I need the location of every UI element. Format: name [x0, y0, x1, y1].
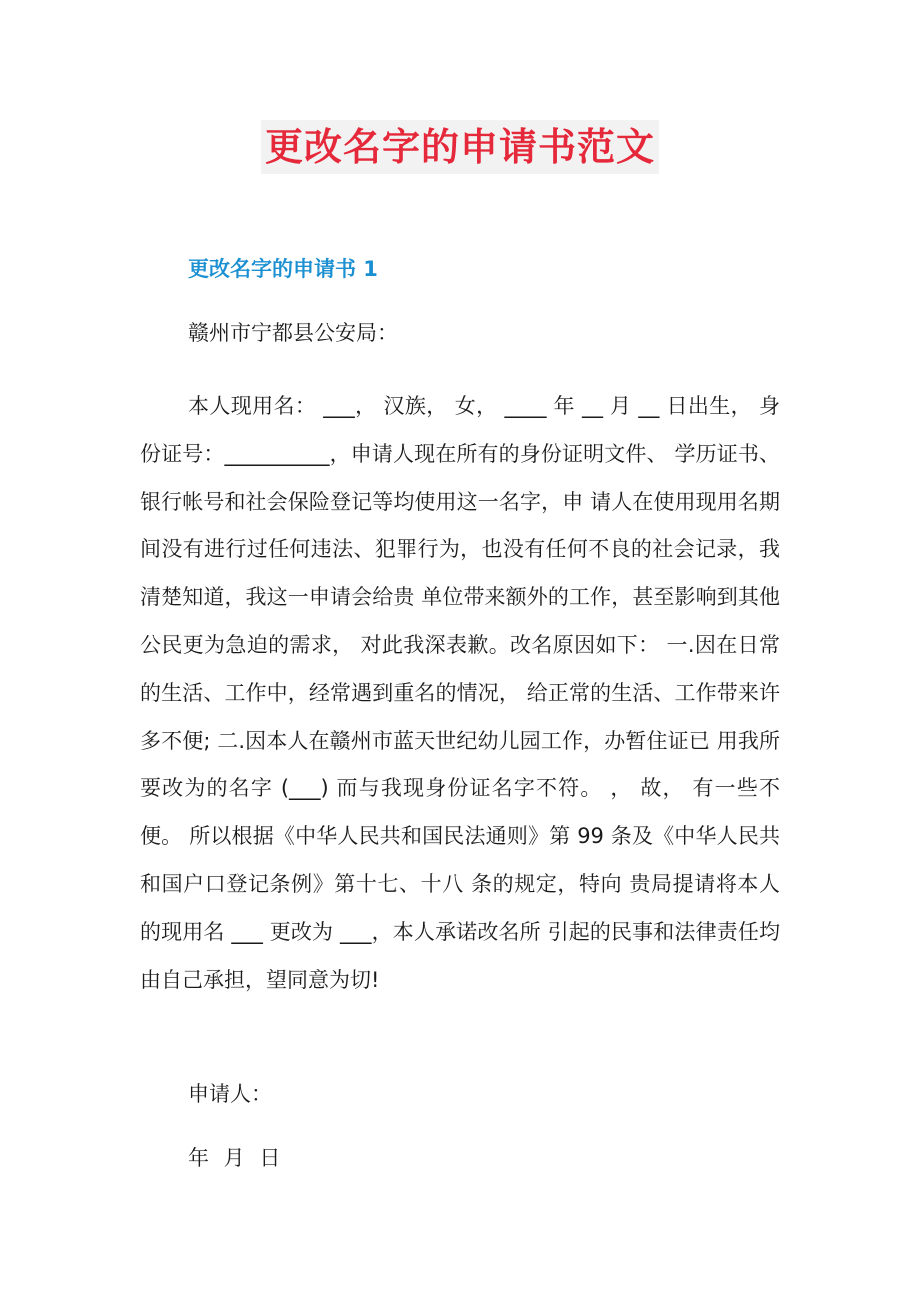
section-heading: 更改名字的申请书 1: [188, 257, 378, 281]
page-title: 更改名字的申请书范文: [261, 120, 659, 174]
applicant-label: 申请人：: [188, 1082, 272, 1106]
title-wrapper: [0, 120, 920, 174]
addressee: 赣州市宁都县公安局：: [188, 321, 398, 345]
body-paragraph: 本人现用名： ___， 汉族， 女， ____ 年 __ 月 __ 日出生， 身份证号：__________，申请人现在所有的身份证明文件、 学历证书、银行帐号和社会保险登记等均使用这一名字，申 请人在使用现用名期间没有进行过任何违法、犯罪行为，也没有任何不良的社会记录，我清楚知道，我这一申请会给贵 单位带来额外的工作，甚至影响到其他公民更为急迫的需求， 对此我深表歉。改名原因如下： 一.因在日常的生活、工作中，经常遇到重名的情况， 给正常的生活、工作带来许多不便; 二.因本人在赣州市蓝天世纪幼儿园工作，办暂住证已 用我所要改为的名字 (___) 而与我现身份证名字不符。 ， 故， 有一些不便。 所以根据《中华人民共和国民法通则》第 99 条及《中华人民共和国户口登记条例》第十七、十八 条的规定，特向 贵局提请将本人的现用名 ___ 更改为 ___，本人承诺改名所 引起的民事和法律责任均由自己承担，望同意为切!: [140, 394, 780, 992]
date-label: 年 月 日: [188, 1146, 281, 1170]
